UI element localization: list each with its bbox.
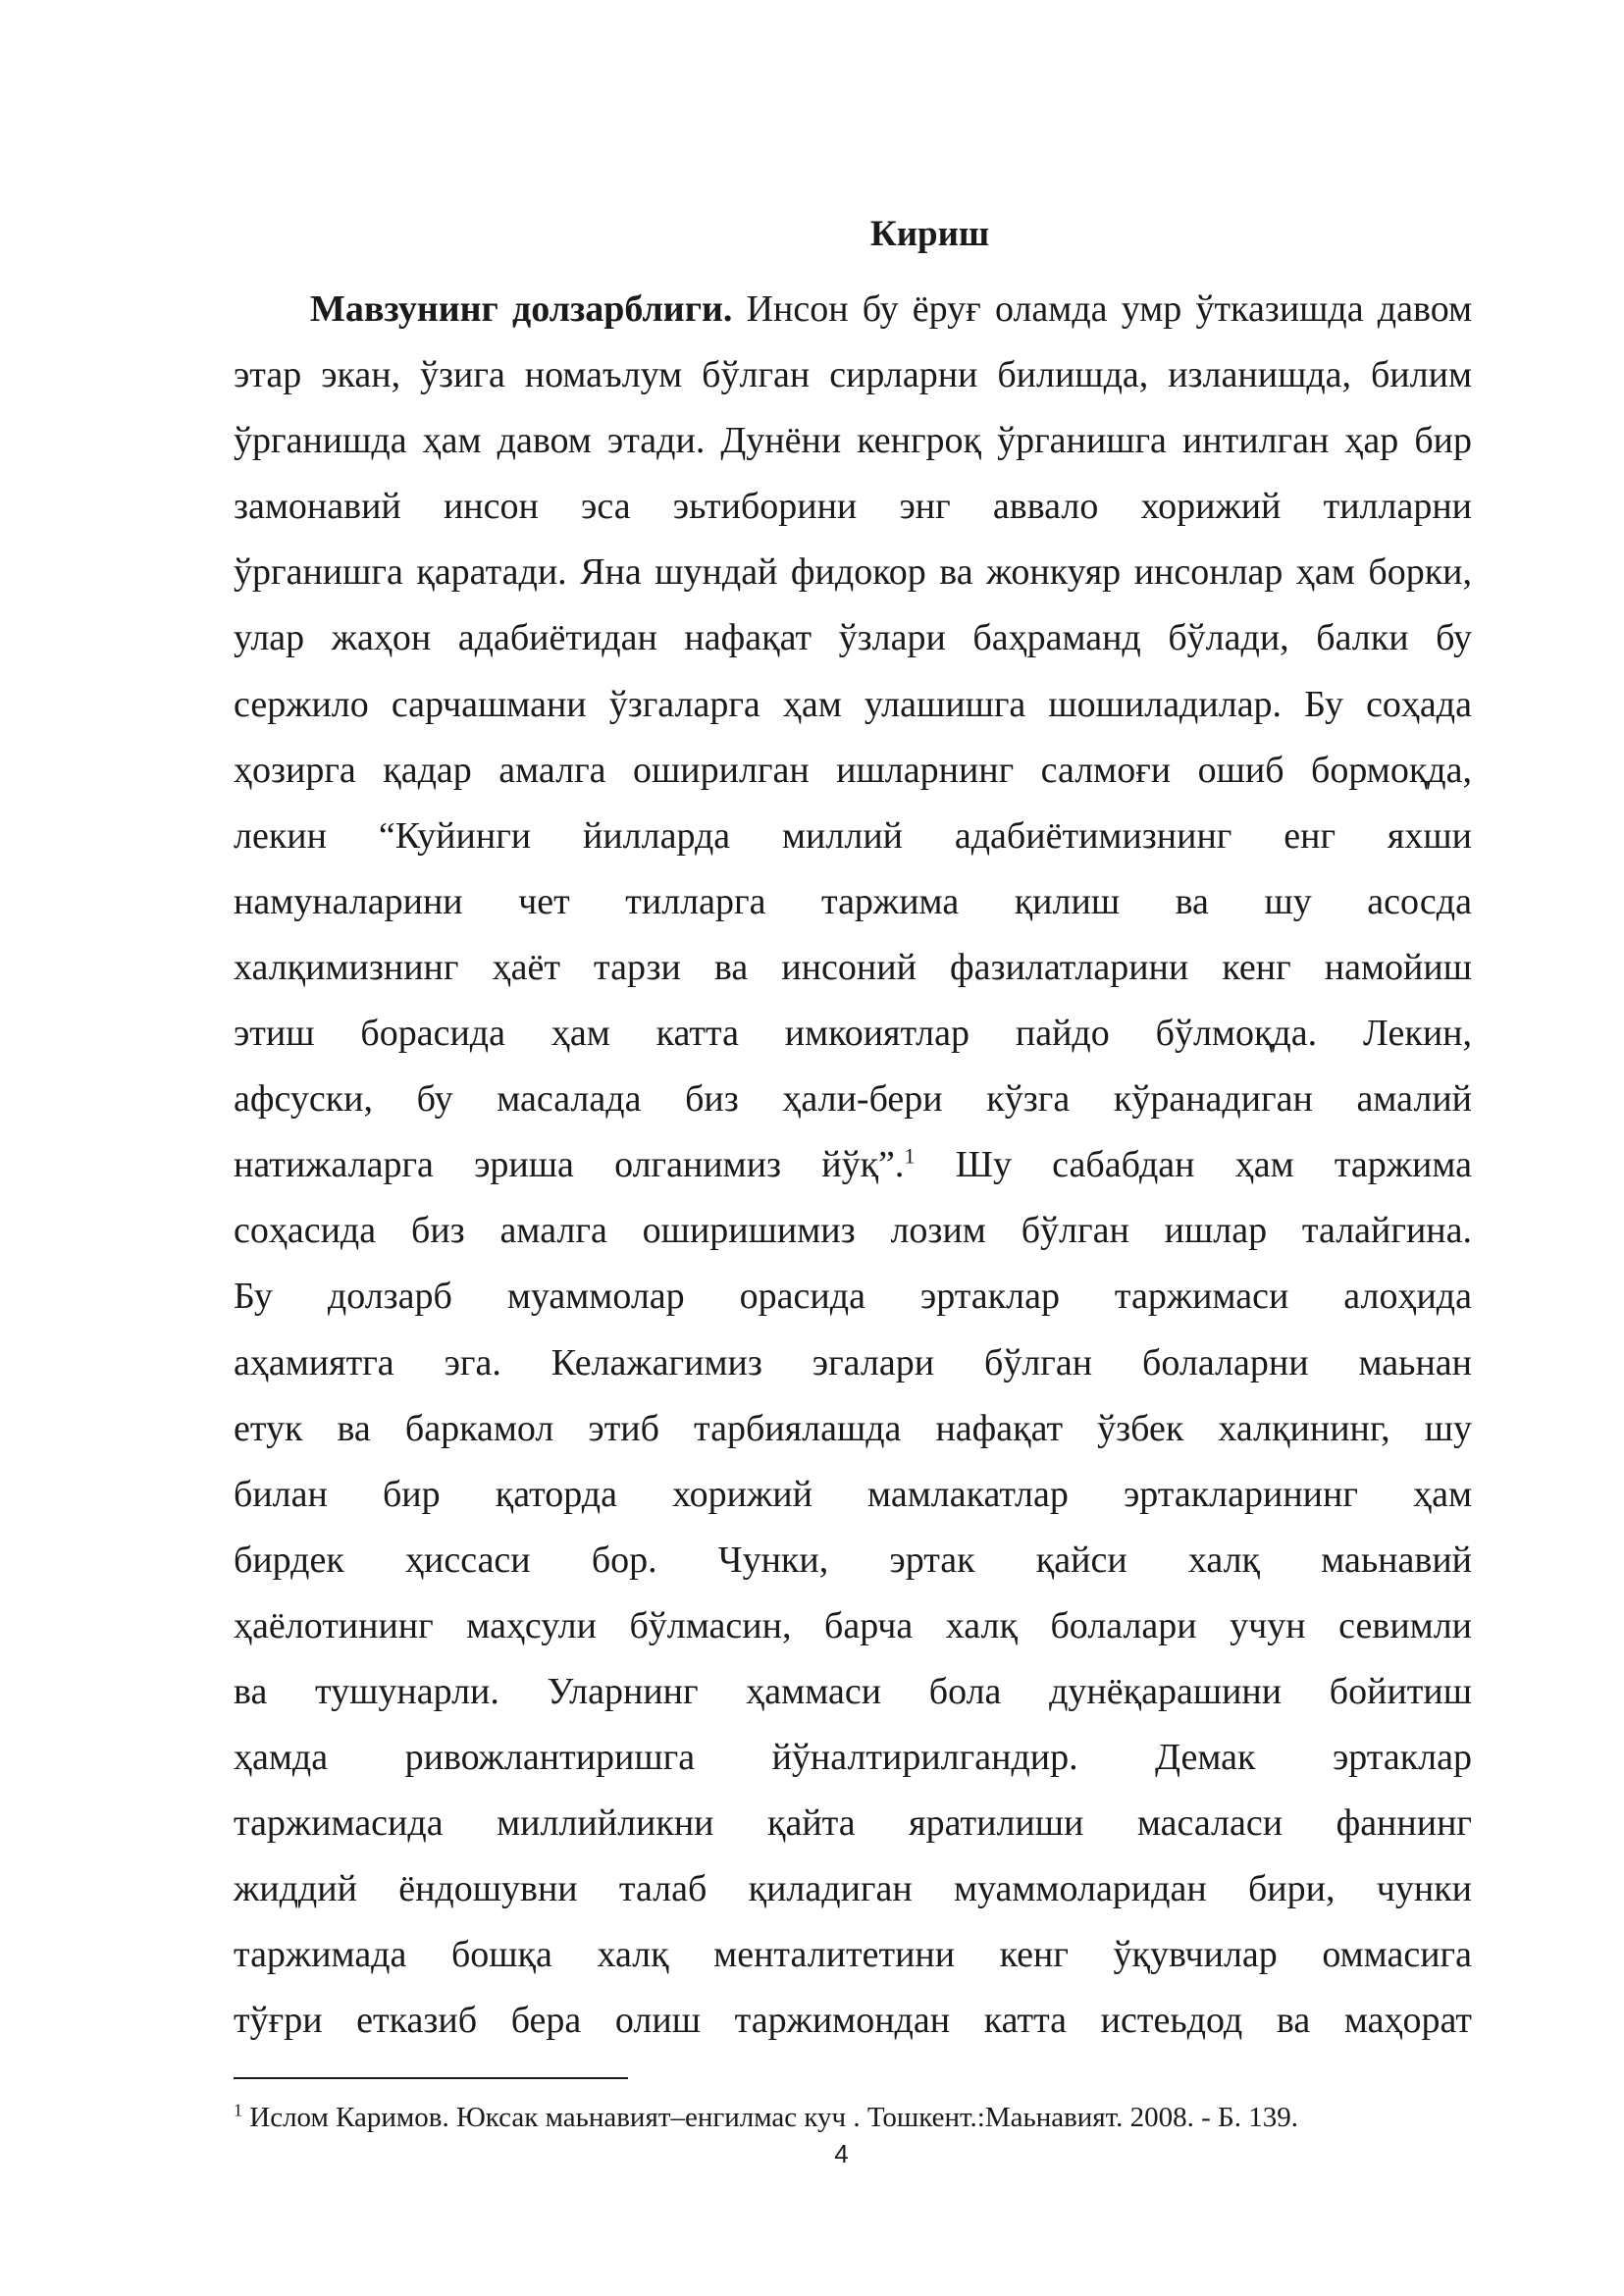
body-paragraph: [234, 287, 1472, 2064]
paragraph-line: Мавзунинг долзарблиги. Инсон бу ёруғ оламда умр ўтказишда давом: [310, 288, 1473, 330]
paragraph-line: улар жаҳон адабиётидан нафақат ўзлари баҳраманд бўлади, балки бу: [234, 617, 1472, 659]
paragraph-line: етук ва баркамол этиб тарбиялашда нафақат ўзбек халқининг, шу: [234, 1407, 1472, 1449]
paragraph-line: сержило сарчашмани ўзгаларга ҳам улашишга шошиладилар. Бу соҳада: [234, 683, 1472, 725]
paragraph-line: ҳамда ривожлантиришга йўналтирилгандир. Демак эртаклар: [234, 1737, 1472, 1779]
page-number: 4: [834, 2139, 849, 2168]
paragraph-line: халқимизнинг ҳаёт тарзи ва инсоний фазилатларини кенг намойиш: [234, 946, 1472, 988]
paragraph-line: тўғри етказиб бера олиш таржимондан катта истеьдод ва маҳорат: [234, 2000, 1472, 2042]
section-heading: Кириш: [869, 214, 990, 254]
paragraph-line: ўрганишга қаратади. Яна шундай фидокор ва жонкуяр инсонлар ҳам борки,: [234, 551, 1472, 594]
paragraph-line: соҳасида биз амалга оширишимиз лозим бўлган ишлар талайгина.: [234, 1210, 1472, 1252]
paragraph-line: таржимасида миллийликни қайта яратилиши масаласи фаннинг: [234, 1802, 1472, 1845]
footnote-divider: [234, 2077, 628, 2079]
footnote-marker: 1: [234, 2100, 242, 2120]
paragraph-line: ҳозирга қадар амалга оширилган ишларнинг салмоғи ошиб бормоқда,: [234, 749, 1472, 791]
paragraph-line: ўрганишда ҳам давом этади. Дунёни кенгроқ ўрганишга интилган ҳар бир: [234, 420, 1472, 462]
paragraph-line: натижаларга эриша олганимиз йўқ”.$^1$ Шу сабабдан ҳам таржима: [234, 1143, 1472, 1186]
footnote: [234, 2100, 1472, 2135]
paragraph-line: таржимада бошқа халқ менталитетини кенг ўқувчилар оммасига: [234, 1934, 1472, 1976]
paragraph-line: афсуски, бу масалада биз ҳали-бери кўзга кўранадиган амалий: [234, 1078, 1472, 1121]
paragraph-line: жиддий ёндошувни талаб қиладиган муаммоларидан бири, чунки: [234, 1868, 1472, 1910]
paragraph-line: бирдек ҳиссаси бор. Чунки, эртак қайси халқ маьнавий: [234, 1539, 1472, 1581]
paragraph-line: ва тушунарли. Уларнинг ҳаммаси бола дунёқарашини бойитиш: [234, 1670, 1472, 1712]
paragraph-lead: Мавзунинг долзарблиги.: [310, 288, 733, 330]
footnote-reference[interactable]: 1: [904, 1143, 916, 1169]
footnote-text: Ислом Каримов. Юксак маьнавият–енгилмас куч . Тошкент.:Маьнавият. 2008. - Б. 139.: [249, 2102, 1298, 2133]
paragraph-line: этар экан, ўзига номаълум бўлган сирларни билишда, изланишда, билим: [234, 354, 1472, 396]
paragraph-line: намуналарини чет тилларга таржима қилиш ва шу асосда: [234, 880, 1472, 922]
paragraph-line: ҳаёлотининг маҳсули бўлмасин, барча халқ болалари учун севимли: [234, 1604, 1472, 1646]
paragraph-line: билан бир қаторда хорижий мамлакатлар эртакларининг ҳам: [234, 1473, 1472, 1515]
paragraph-line: этиш борасида ҳам катта имкоиятлар пайдо бўлмоқда. Лекин,: [234, 1013, 1472, 1055]
paragraph-line: замонавий инсон эса эьтиборини энг аввало хорижий тилларни: [234, 486, 1472, 528]
paragraph-line: аҳамиятга эга. Келажагимиз эгалари бўлган болаларни маьнан: [234, 1341, 1472, 1383]
paragraph-line: лекин “Куйинги йилларда миллий адабиётимизнинг енг яхши: [234, 814, 1472, 857]
paragraph-line: Бу долзарб муаммолар орасида эртаклар таржимаси алоҳида: [234, 1276, 1472, 1318]
